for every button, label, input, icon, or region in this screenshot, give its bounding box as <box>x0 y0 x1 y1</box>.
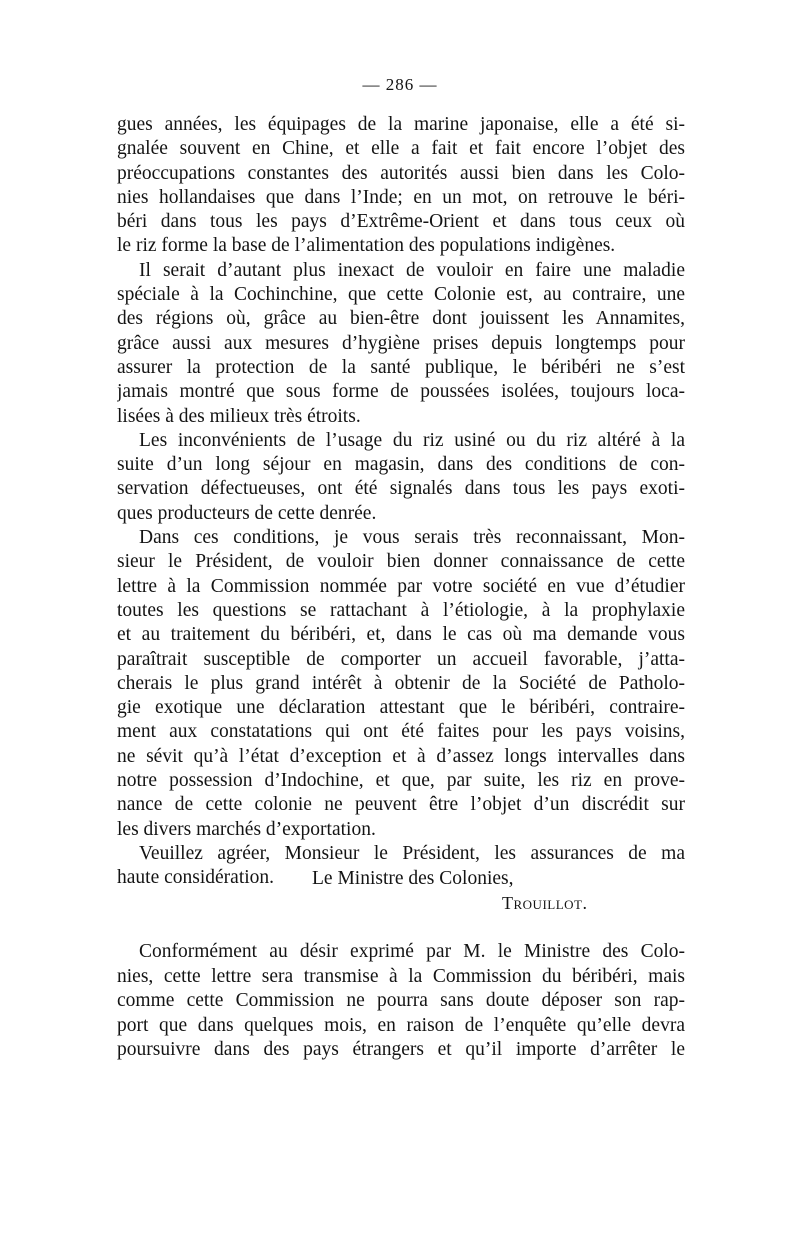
text-line: Conformément au désir exprimé par M. le Ministre des Colo- <box>139 941 685 962</box>
text-line: des régions où, grâce au bien-être dont jouissent les Annamites, <box>117 308 685 330</box>
text-line: haute considération. <box>117 867 275 889</box>
text-line: comme cette Commission ne pourra sans doute déposer son rap- <box>117 990 685 1011</box>
text-line: ne sévit qu’à l’état d’exception et à d’assez longs intervalles dans <box>117 745 685 767</box>
text-line: Il serait d’autant plus inexact de vouloir en faire une maladie <box>139 259 685 281</box>
text-line: Les inconvénients de l’usage du riz usiné ou du riz altéré à la <box>139 429 685 451</box>
text-line: ment aux constatations qui ont été faites pour les pays voisins, <box>117 721 685 743</box>
signature-block <box>117 867 685 915</box>
closing-paragraph <box>117 940 685 1063</box>
text-line: lettre à la Commission nommée par votre société en vue d’étudier <box>117 575 685 597</box>
text-line: le riz forme la base de l’alimentation des populations indigènes. <box>117 235 616 257</box>
text-line: lisées à des milieux très étroits. <box>117 405 361 427</box>
text-line: suite d’un long séjour en magasin, dans des conditions de con- <box>117 454 685 476</box>
text-line: Dans ces conditions, je vous serais très reconnaissant, Mon- <box>139 527 685 549</box>
signature-title: Le Ministre des Colonies, <box>312 868 514 889</box>
text-line: poursuivre dans des pays étrangers et qu’il importe d’arrêter le <box>117 1039 685 1060</box>
text-line: cherais le plus grand intérêt à obtenir de la Société de Patholo- <box>117 672 685 694</box>
text-line: assurer la protection de la santé publique, le béribéri ne s’est <box>117 356 685 378</box>
text-line: nies hollandaises que dans l’Inde; en un mot, on retrouve le béri- <box>117 186 685 208</box>
text-line: gnalée souvent en Chine, et elle a fait et fait encore l’objet des <box>117 138 685 160</box>
text-line: port que dans quelques mois, en raison de l’enquête qu’elle devra <box>117 1014 685 1036</box>
text-line: servation défectueuses, ont été signalés dans tous les pays exoti- <box>117 478 685 500</box>
text-line: gie exotique une déclaration attestant que le béribéri, contraire- <box>117 697 685 719</box>
text-line: paraîtrait susceptible de comporter un accueil favorable, j’atta- <box>117 648 685 670</box>
text-line: Veuillez agréer, Monsieur le Président, les assurances de ma <box>139 842 685 864</box>
text-line: et au traitement du béribéri, et, dans le cas où ma demande vous <box>117 624 685 646</box>
text-line: grâce aussi aux mesures d’hygiène prises depuis longtemps pour <box>117 332 685 354</box>
text-line: les divers marchés d’exportation. <box>117 818 376 840</box>
text-line: béri dans tous les pays d’Extrême-Orient et dans tous ceux où <box>117 211 685 233</box>
text-line: ques producteurs de cette denrée. <box>117 502 377 524</box>
text-line: notre possession d’Indochine, et que, par suite, les riz en prove- <box>117 770 685 792</box>
text-line: nance de cette colonie ne peuvent être l’objet d’un discrédit sur <box>117 794 685 816</box>
text-line: sieur le Président, de vouloir bien donner connaissance de cette <box>117 551 685 573</box>
text-line: préoccupations constantes des autorités aussi bien dans les Colo- <box>117 162 685 184</box>
text-line: gues années, les équipages de la marine japonaise, elle a été si- <box>117 114 685 135</box>
text-line: nies, cette lettre sera transmise à la Commission du béribéri, mais <box>117 965 685 987</box>
letter-body <box>117 113 685 891</box>
text-line: toutes les questions se rattachant à l’étiologie, à la prophylaxie <box>117 599 685 621</box>
text-line: jamais montré que sous forme de poussées isolées, toujours loca- <box>117 381 685 403</box>
text-line: spéciale à la Cochinchine, que cette Colonie est, au contraire, une <box>117 284 685 306</box>
signature-name: Trouillot. <box>502 893 588 913</box>
page-number: — 286 — <box>362 75 438 94</box>
